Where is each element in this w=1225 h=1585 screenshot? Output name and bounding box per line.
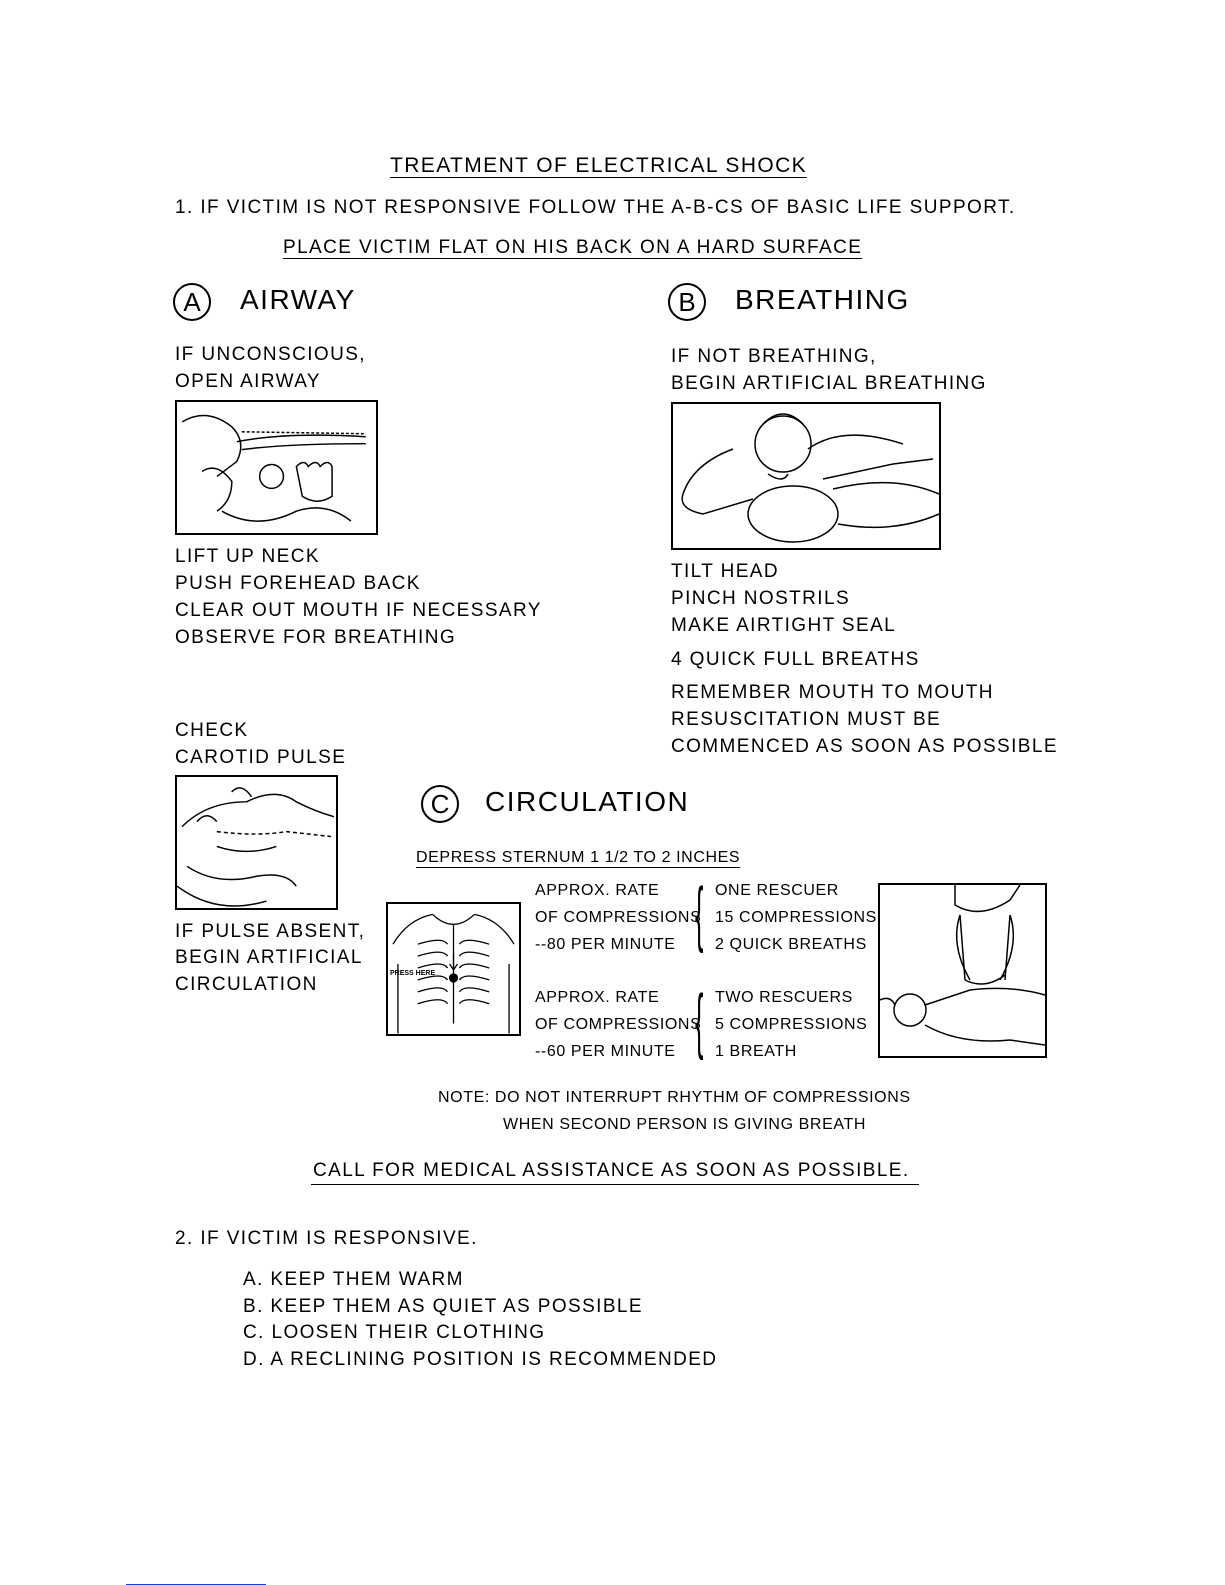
airway-illustration: [175, 400, 378, 535]
breathing-step-3: MAKE AIRTIGHT SEAL: [671, 615, 897, 636]
pulse-illustration: [175, 775, 338, 910]
step2-item-b: B. KEEP THEM AS QUIET AS POSSIBLE: [243, 1296, 643, 1317]
step2-title: 2. IF VICTIM IS RESPONSIVE.: [175, 1228, 478, 1249]
check-label-2: CAROTID PULSE: [175, 747, 347, 768]
one-detail-3: 2 QUICK BREATHS: [715, 936, 867, 953]
press-here-label: PRESS HERE: [390, 970, 436, 977]
call-medical-assistance: CALL FOR MEDICAL ASSISTANCE AS SOON AS POSSIBLE.: [313, 1160, 910, 1181]
place-instruction: PLACE VICTIM FLAT ON HIS BACK ON A HARD SURFACE: [283, 237, 863, 258]
airway-step-4: OBSERVE FOR BREATHING: [175, 627, 457, 648]
two-detail-3: 1 BREATH: [715, 1043, 797, 1060]
breathing-step-1: TILT HEAD: [671, 561, 779, 582]
step2-item-a: A. KEEP THEM WARM: [243, 1269, 464, 1290]
breathing-illustration: [671, 402, 941, 550]
one-rate-3: --80 PER MINUTE: [535, 936, 676, 953]
two-rate-1: APPROX. RATE: [535, 989, 660, 1006]
two-rate-2: OF COMPRESSIONS: [535, 1016, 702, 1033]
airway-step-2: PUSH FOREHEAD BACK: [175, 573, 421, 594]
breathing-heading: BREATHING: [735, 284, 910, 315]
airway-intro-1: IF UNCONSCIOUS,: [175, 344, 366, 365]
pulse-absent-3: CIRCULATION: [175, 974, 318, 995]
breathing-intro-1: IF NOT BREATHING,: [671, 346, 877, 367]
note-line-2: WHEN SECOND PERSON IS GIVING BREATH: [503, 1116, 866, 1133]
step2-item-d: D. A RECLINING POSITION IS RECOMMENDED: [243, 1349, 718, 1370]
pulse-absent-2: BEGIN ARTIFICIAL: [175, 947, 363, 968]
step2-item-c: C. LOOSEN THEIR CLOTHING: [243, 1322, 546, 1343]
pulse-absent-1: IF PULSE ABSENT,: [175, 921, 366, 942]
airway-step-1: LIFT UP NECK: [175, 546, 320, 567]
depress-instruction: DEPRESS STERNUM 1 1/2 TO 2 INCHES: [416, 849, 741, 866]
airway-step-3: CLEAR OUT MOUTH IF NECESSARY: [175, 600, 542, 621]
note-line-1: NOTE: DO NOT INTERRUPT RHYTHM OF COMPRESSIONS: [438, 1089, 911, 1106]
call-underline: [311, 1184, 919, 1185]
one-detail-1: ONE RESCUER: [715, 882, 839, 899]
two-rate-3: --60 PER MINUTE: [535, 1043, 676, 1060]
breathing-intro-2: BEGIN ARTIFICIAL BREATHING: [671, 373, 987, 394]
airway-intro-2: OPEN AIRWAY: [175, 371, 321, 392]
two-brace: {: [695, 981, 704, 1061]
one-rate-1: APPROX. RATE: [535, 882, 660, 899]
breathing-remember-2: RESUSCITATION MUST BE: [671, 709, 942, 730]
step1-instruction: 1. IF VICTIM IS NOT RESPONSIVE FOLLOW THE A-B-CS OF BASIC LIFE SUPPORT.: [175, 197, 1016, 218]
two-detail-2: 5 COMPRESSIONS: [715, 1016, 868, 1033]
airway-heading: AIRWAY: [240, 284, 356, 315]
one-brace: {: [695, 874, 704, 954]
breathing-letter-badge: B: [668, 283, 706, 321]
one-rate-2: OF COMPRESSIONS: [535, 909, 702, 926]
compression-illustration: [878, 883, 1047, 1058]
circulation-letter-badge: C: [421, 785, 459, 823]
breathing-remember-3: COMMENCED AS SOON AS POSSIBLE: [671, 736, 1058, 757]
sternum-illustration: [386, 902, 521, 1036]
check-label-1: CHECK: [175, 720, 249, 741]
two-detail-1: TWO RESCUERS: [715, 989, 853, 1006]
breathing-quick-breaths: 4 QUICK FULL BREATHS: [671, 649, 920, 670]
breathing-remember-1: REMEMBER MOUTH TO MOUTH: [671, 682, 994, 703]
circulation-heading: CIRCULATION: [485, 786, 690, 817]
breathing-step-2: PINCH NOSTRILS: [671, 588, 851, 609]
one-detail-2: 15 COMPRESSIONS: [715, 909, 877, 926]
airway-letter-badge: A: [173, 283, 211, 321]
page-title: TREATMENT OF ELECTRICAL SHOCK: [390, 154, 808, 177]
